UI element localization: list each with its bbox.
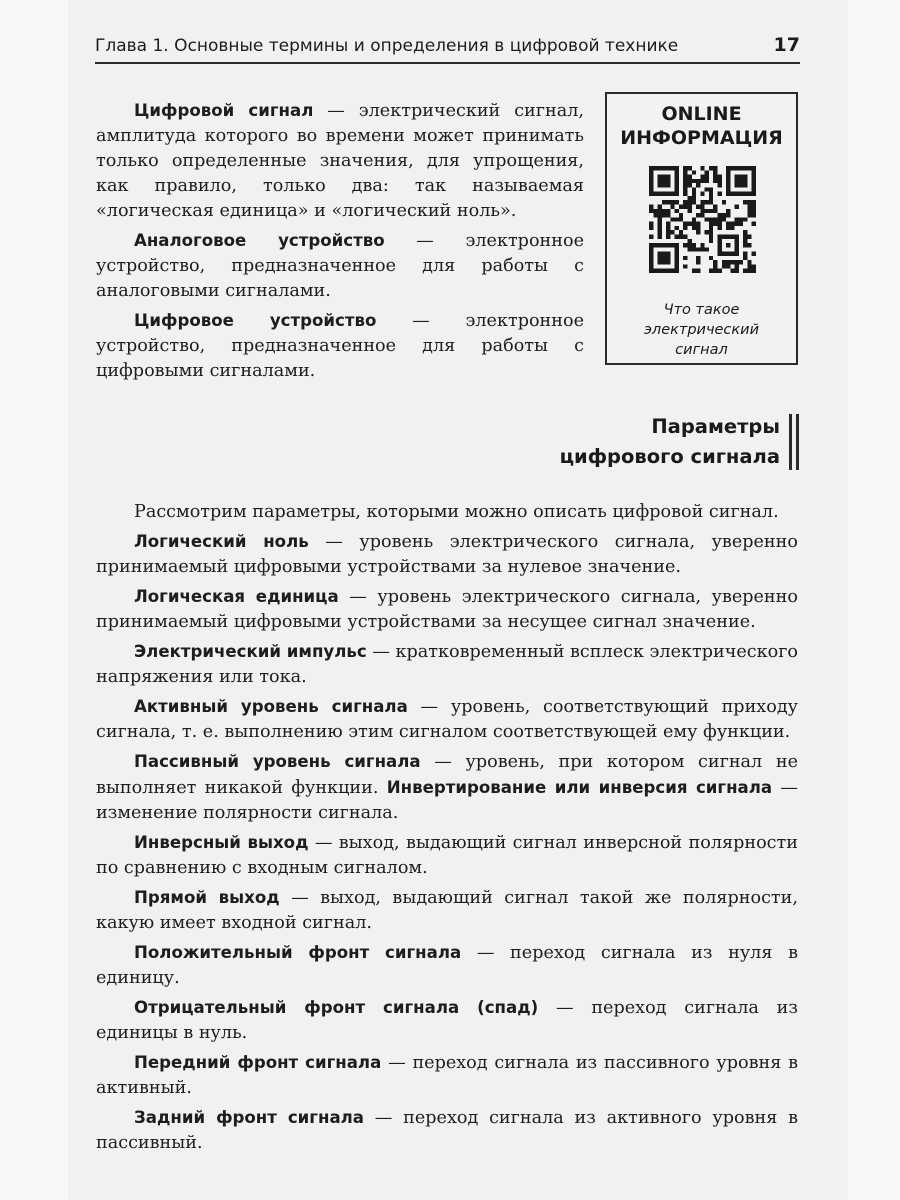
- definition-term: Активный уровень сигнала: [134, 697, 408, 716]
- definition-text: — переход сигнала из нуля в единицу.: [96, 943, 798, 988]
- definition-term: Передний фронт сигнала: [134, 1053, 382, 1072]
- definition-text: — электронное устройство, предназначенное для работы с аналоговыми сигналами.: [96, 231, 584, 301]
- section-bar: [789, 414, 792, 470]
- definition-text: — переход сигнала из пассивного уровня в активный.: [96, 1053, 799, 1098]
- caption-line: Что такое: [663, 302, 740, 318]
- definition-text: — электронное устройство, предназначенное для работы с цифровыми сигналами.: [96, 311, 585, 381]
- definition-paragraph: [96, 98, 584, 224]
- definition-text: — кратковременный всплеск электрического напряжения или тока.: [96, 642, 799, 687]
- online-title-line: ONLINE: [661, 103, 742, 125]
- qr-code-icon[interactable]: [649, 166, 756, 273]
- definition-term: Инверсный выход: [134, 833, 309, 852]
- online-info-caption: [607, 300, 796, 360]
- definition-text: — уровень электрического сигнала, уверенно принимаемый цифровыми устройствами за нулевое значение.: [96, 532, 798, 577]
- definition-term: Цифровой сигнал: [134, 101, 314, 120]
- intro-definitions: [96, 98, 584, 388]
- section-heading-line: цифрового сигнала: [559, 445, 780, 468]
- running-header: [95, 34, 800, 62]
- header-rule: [95, 62, 800, 64]
- chapter-title: Глава 1. Основные термины и определения в цифровой технике: [95, 36, 679, 56]
- online-title-line: ИНФОРМАЦИЯ: [620, 127, 783, 149]
- definition-term: Логический ноль: [134, 532, 309, 551]
- definition-text: — выход, выдающий сигнал инверсной полярности по сравнению с входным сигналом.: [96, 833, 798, 878]
- definition-paragraph: [96, 940, 798, 991]
- definition-text: — переход сигнала из единицы в нуль.: [96, 998, 799, 1043]
- definition-paragraph: [96, 1050, 798, 1101]
- definition-term: Электрический импульс: [134, 642, 367, 661]
- definition-term: Инвертирование или инверсия сигнала: [386, 778, 773, 797]
- definition-text: — электрический сигнал, амплитуда которого во времени может принимать только определенные значения, для упрощения, как правило, только два: так называемая «логическая единица» и «логический ноль».: [96, 101, 584, 221]
- page-number: 17: [773, 34, 800, 56]
- definition-paragraph: [96, 1105, 798, 1156]
- section-heading: [500, 412, 780, 472]
- definition-text: — уровень, при котором сигнал не выполняет никакой функции.: [96, 752, 798, 798]
- definition-text: — уровень электрического сигнала, уверенно принимаемый цифровыми устройствами за несущее сигнал значение.: [96, 587, 798, 632]
- definition-paragraph: [96, 694, 798, 745]
- definition-paragraph: [96, 308, 584, 384]
- definition-paragraph: [96, 885, 798, 936]
- definition-text: — изменение полярности сигнала.: [96, 778, 798, 823]
- definition-term: Аналоговое устройство: [134, 231, 385, 250]
- definition-term: Положительный фронт сигнала: [134, 943, 462, 962]
- online-info-box: [605, 92, 798, 365]
- caption-line: электрический: [643, 322, 760, 338]
- definition-paragraph: [96, 639, 798, 690]
- definition-text: — выход, выдающий сигнал такой же полярности, какую имеет входной сигнал.: [96, 888, 798, 933]
- caption-line: сигнал: [675, 342, 728, 358]
- section-heading-line: Параметры: [651, 415, 780, 438]
- definition-term: Задний фронт сигнала: [134, 1108, 364, 1127]
- online-info-title: [607, 102, 796, 150]
- definition-paragraph: [96, 830, 798, 881]
- definition-term: Цифровое устройство: [134, 311, 377, 330]
- section-bar: [796, 414, 799, 470]
- definition-paragraph: [96, 529, 798, 580]
- signal-parameter-definitions: [96, 500, 798, 1160]
- definition-text: — переход сигнала из активного уровня в пассивный.: [96, 1108, 798, 1153]
- definition-paragraph: [96, 584, 798, 635]
- section-lead: Рассмотрим параметры, которыми можно описать цифровой сигнал.: [134, 502, 779, 522]
- definition-term: Отрицательный фронт сигнала (спад): [134, 998, 539, 1017]
- definition-term: Логическая единица: [134, 587, 339, 606]
- definition-term: Пассивный уровень сигнала: [134, 752, 421, 771]
- definition-text: — уровень, соответствующий приходу сигнала, т. е. выполнению этим сигналом соответствующей ему функции.: [96, 697, 798, 742]
- definition-paragraph: [96, 995, 798, 1046]
- definition-term: Прямой выход: [134, 888, 280, 907]
- definition-paragraph: [96, 749, 798, 826]
- definition-paragraph: [96, 228, 584, 304]
